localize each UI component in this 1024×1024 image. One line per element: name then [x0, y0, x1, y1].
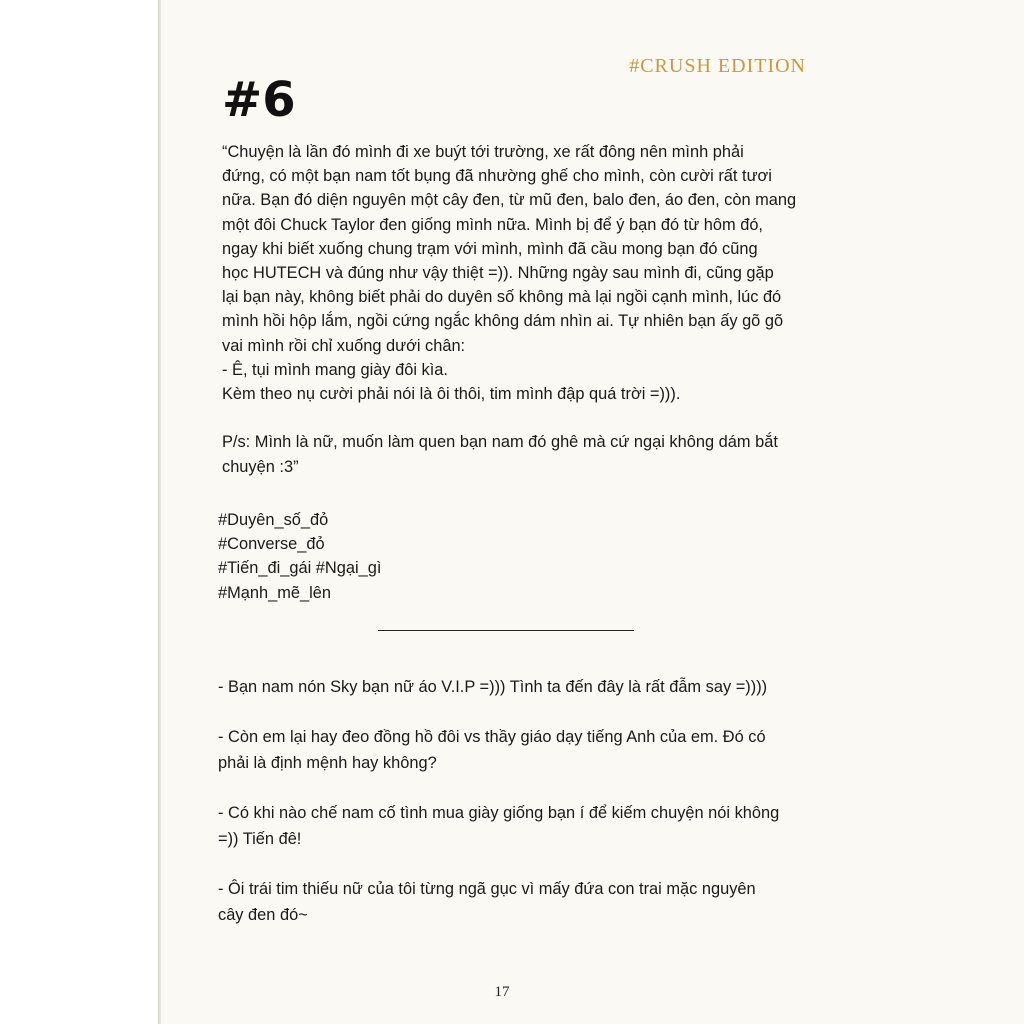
story-line: ngay khi biết xuống chung trạm với mình, mình đã cầu mong bạn đó cũng	[222, 239, 758, 258]
hashtag: #Converse_đỏ	[218, 535, 325, 554]
story-line: - Ê, tụi mình mang giày đôi kìa.	[222, 360, 448, 379]
comment-line: - Ôi trái tim thiếu nữ của tôi từng ngã gục vì mấy đứa con trai mặc nguyên	[218, 880, 756, 898]
page-number: 17	[494, 984, 510, 1000]
hashtag: #Duyên_số_đỏ	[218, 511, 329, 529]
story-line: nữa. Bạn đó diện nguyên một cây đen, từ mũ đen, balo đen, áo đen, còn mang	[222, 191, 797, 210]
comment-item	[218, 876, 818, 928]
comment-line: - Bạn nam nón Sky bạn nữ áo V.I.P =))) Tình ta đến đây là rất đẫm say =))))	[218, 678, 768, 696]
hashtag: #Mạnh_mẽ_lên	[218, 583, 331, 602]
book-spine-margin	[0, 0, 158, 1024]
comment-item	[218, 674, 818, 700]
comment-item	[218, 724, 818, 776]
comment-list	[218, 674, 818, 952]
paragraph-gap	[222, 406, 812, 430]
story-body	[222, 140, 812, 479]
story-line: “Chuyện là lần đó mình đi xe buýt tới trường, xe rất đông nên mình phải	[222, 143, 744, 161]
hashtag: #Tiến_đi_gái #Ngại_gì	[218, 559, 382, 578]
story-line: vai mình rồi chỉ xuống dưới chân:	[222, 336, 466, 355]
comment-item	[218, 800, 818, 852]
story-line: một đôi Chuck Taylor đen giống mình nữa. Mình bị để ý bạn đó từ hôm đó,	[222, 215, 763, 234]
postscript-line: P/s: Mình là nữ, muốn làm quen bạn nam đó ghê mà cứ ngại không dám bắt	[222, 433, 778, 452]
comment-line: phải là định mệnh hay không?	[218, 754, 437, 772]
comment-line: - Có khi nào chế nam cố tình mua giày giống bạn í để kiếm chuyện nói không	[218, 804, 780, 822]
story-line: đứng, có một bạn nam tốt bụng đã nhường ghế cho mình, còn cười rất tươi	[222, 167, 772, 186]
comment-line: - Còn em lại hay đeo đồng hồ đôi vs thầy giáo dạy tiếng Anh của em. Đó có	[218, 728, 766, 746]
chapter-number: #6	[222, 72, 296, 128]
hashtag-list	[218, 508, 381, 605]
postscript-line: chuyện :3”	[222, 457, 299, 476]
comment-line: =)) Tiến đê!	[218, 830, 302, 848]
story-line: học HUTECH và đúng như vậy thiệt =)). Những ngày sau mình đi, cũng gặp	[222, 264, 774, 283]
story-line: Kèm theo nụ cười phải nói là ôi thôi, tim mình đập quá trời =))).	[222, 385, 681, 404]
story-line: mình hồi hộp lắm, ngồi cứng ngắc không dám nhìn ai. Tự nhiên bạn ấy gõ gõ	[222, 312, 784, 331]
edition-header: #CRUSH EDITION	[629, 55, 806, 77]
section-divider	[378, 630, 634, 631]
story-line: lại bạn này, không biết phải do duyên số không mà lại ngồi cạnh mình, lúc đó	[222, 288, 782, 307]
comment-line: cây đen đó~	[218, 906, 308, 924]
